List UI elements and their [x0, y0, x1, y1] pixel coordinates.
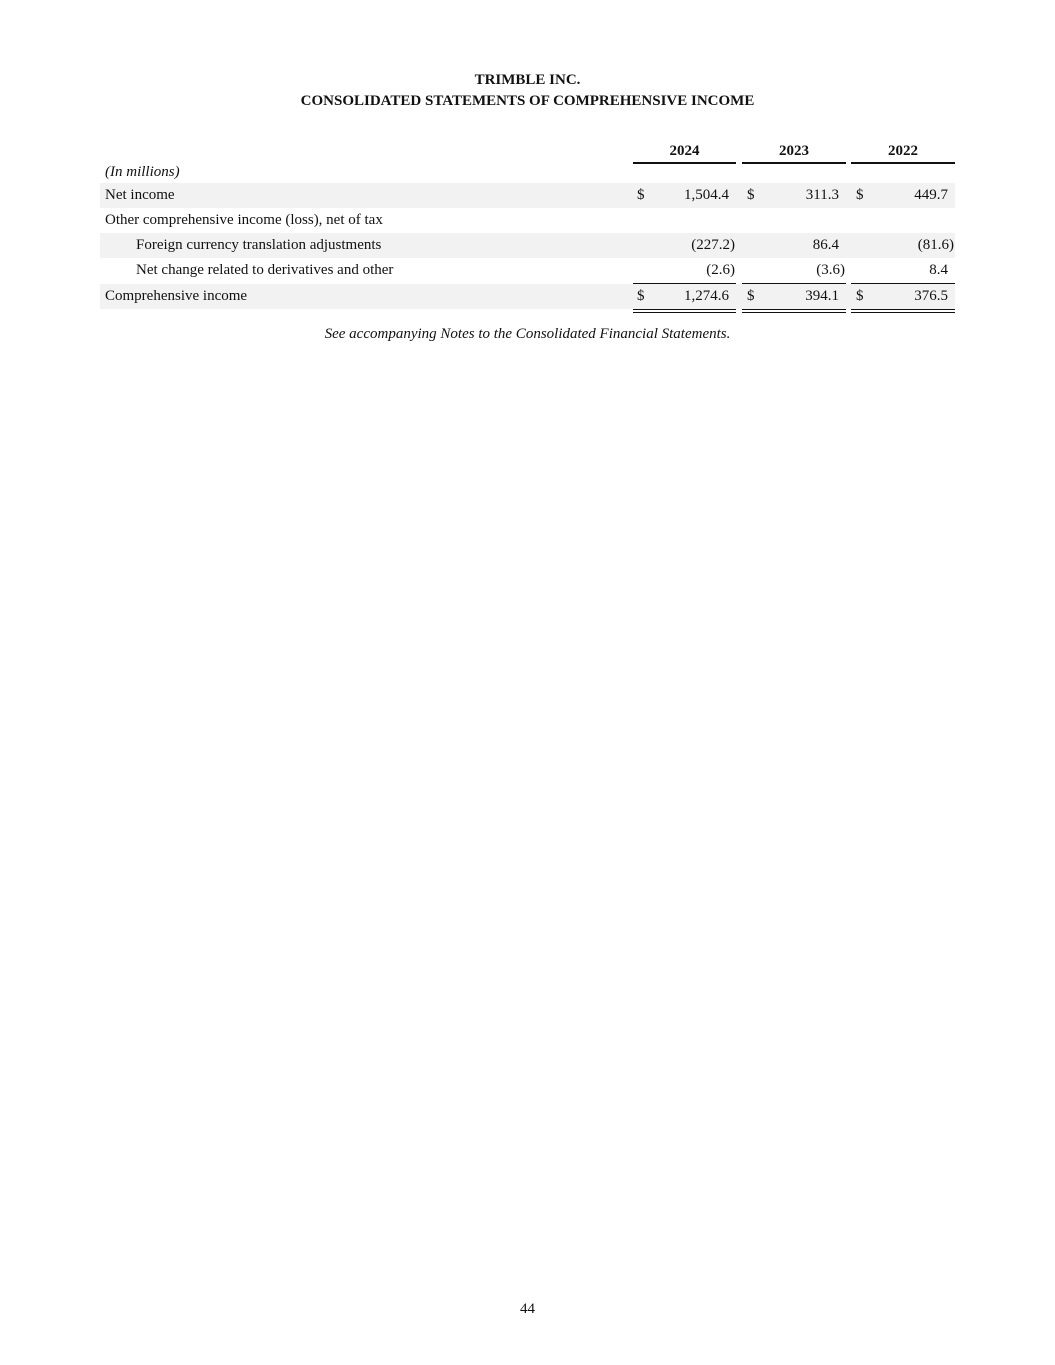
value-2022: (81.6): [917, 237, 954, 253]
value-2023: 86.4: [812, 237, 839, 253]
year-header-2022: 2022: [851, 142, 955, 164]
value-2023: 394.1: [805, 288, 839, 304]
total-double-rule-2022: [851, 309, 955, 310]
table-row-fx-translation: [100, 233, 955, 258]
value-2024: (227.2): [691, 237, 735, 253]
company-name: TRIMBLE INC.: [474, 72, 581, 88]
page-number: 44: [520, 1301, 535, 1317]
row-label: Comprehensive income: [105, 288, 248, 304]
row-label: Net change related to derivatives and other: [136, 262, 394, 278]
currency-symbol: $: [747, 288, 755, 304]
value-2024: 1,274.6: [684, 288, 729, 304]
currency-symbol: $: [637, 187, 645, 203]
year-header-2023: 2023: [742, 142, 846, 164]
statement-title: CONSOLIDATED STATEMENTS OF COMPREHENSIVE INCOME: [300, 93, 755, 109]
total-double-rule-2023: [742, 312, 846, 313]
currency-symbol: $: [856, 187, 864, 203]
total-double-rule-2024: [633, 309, 736, 310]
table-row-derivatives: [100, 258, 955, 283]
table-row-net-income: [100, 183, 955, 208]
value-2022: 376.5: [914, 288, 948, 304]
year-header-2024: 2024: [633, 142, 736, 164]
total-double-rule-2023: [742, 309, 846, 310]
table-row-comprehensive-income: [100, 284, 955, 309]
currency-symbol: $: [637, 288, 645, 304]
value-2023: (3.6): [816, 262, 845, 278]
value-2022: 449.7: [914, 187, 948, 203]
table-row-oci-heading: [100, 208, 955, 233]
value-2024: 1,504.4: [684, 187, 729, 203]
value-2024: (2.6): [706, 262, 735, 278]
unit-label: (In millions): [105, 164, 180, 180]
total-double-rule-2022: [851, 312, 955, 313]
row-label: Other comprehensive income (loss), net of tax: [105, 212, 383, 228]
currency-symbol: $: [747, 187, 755, 203]
value-2022: 8.4: [929, 262, 948, 278]
row-label: Foreign currency translation adjustments: [136, 237, 382, 253]
row-label: Net income: [105, 187, 175, 203]
value-2023: 311.3: [805, 187, 839, 203]
currency-symbol: $: [856, 288, 864, 304]
total-double-rule-2024: [633, 312, 736, 313]
footnote: See accompanying Notes to the Consolidated Financial Statements.: [324, 326, 731, 342]
